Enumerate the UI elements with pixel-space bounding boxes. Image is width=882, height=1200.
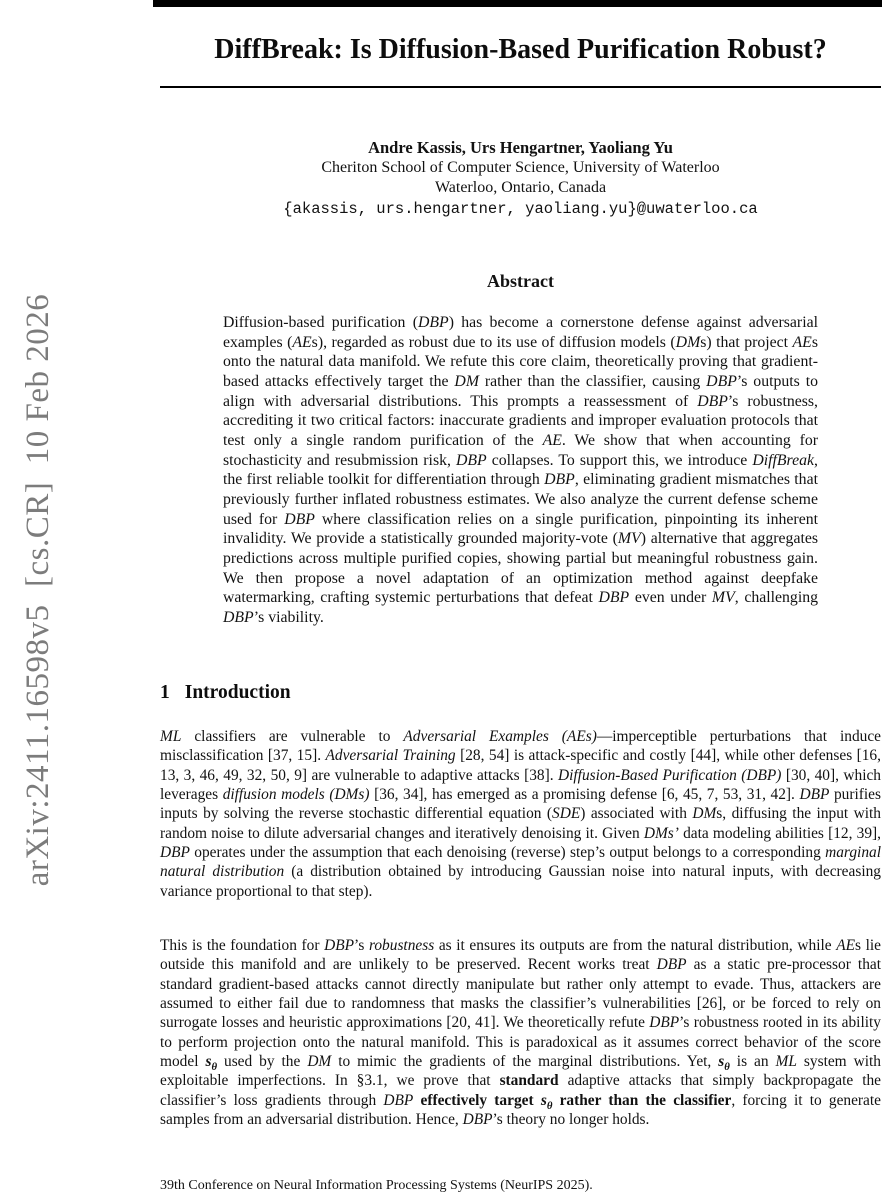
affiliation-line-1: Cheriton School of Computer Science, University of Waterloo: [321, 159, 720, 176]
intro-paragraph-1: ML classifiers are vulnerable to Adversarial Examples (AEs)—imperceptible perturbations that induce misclassification [37, 15]. Adversarial Training [28, 54] is attack-specific and costly [44], while other defenses [16, 13, 3, 46, 49, 32, 50, 9] are vulnerable to adaptive attacks [38]. Diffusion-Based Purification (DBP) [30, 40], which leverages diffusion models (DMs) [36, 34], has emerged as a promising defense [6, 45, 7, 53, 31, 42]. DBP purifies inputs by solving the reverse stochastic differential equation (SDE) associated with DMs, diffusing the input with random noise to dilute adversarial changes and iteratively denoising it. Given DMs’ data modeling abilities [12, 39], DBP operates under the assumption that each denoising (reverse) step’s output belongs to a corresponding marginal natural distribution (a distribution obtained by introducing Gaussian noise into natural inputs, with decreasing variance proportional to that step).: [160, 728, 882, 900]
title-rule: [160, 86, 881, 88]
intro-paragraph-2: This is the foundation for DBP’s robustness as it ensures its outputs are from the natural distribution, while AEs lie outside this manifold and are unlikely to be preserved. Recent works treat DBP as a static pre-processor that standard gradient-based attacks cannot directly manipulate but rather only attempt to evade. Thus, attackers are assumed to either fail due to randomness that masks the classifier’s vulnerabilities [26], or be forced to rely on surrogate losses and heuristic approximations [20, 41]. We theoretically refute DBP’s robustness rooted in its ability to perform projection onto the natural manifold. This is paradoxical as it assumes correct behavior of the score model $s_\theta$ used by the DM to mimic the gradients of the marginal distributions. Yet, $s_\theta$ is an ML system with exploitable imperfections. In §3.1, we prove that standard adaptive attacks that simply backpropagate the classifier’s loss gradients through DBP effectively target $s_\theta$ rather than the classifier, forcing it to generate samples from an adversarial distribution. Hence, DBP’s theory no longer holds.: [160, 937, 881, 1129]
page-top-black-bar: [153, 0, 882, 7]
author-names: Andre Kassis, Urs Hengartner, Yaoliang Yu: [368, 138, 673, 157]
author-block: [160, 138, 881, 220]
arxiv-watermark: arXiv:2411.16598v5 [cs.CR] 10 Feb 2026: [20, 293, 56, 887]
section-title: Introduction: [184, 682, 291, 703]
abstract-heading: Abstract: [487, 271, 554, 291]
section-heading-introduction: [160, 681, 881, 705]
author-emails: {akassis, urs.hengartner, yaoliang.yu}@uwaterloo.ca: [283, 200, 758, 218]
paper-title: DiffBreak: Is Diffusion-Based Purification Robust?: [214, 34, 827, 65]
affiliation-line-2: Waterloo, Ontario, Canada: [434, 179, 607, 196]
abstract-text: Diffusion-based purification (DBP) has become a cornerstone defense against adversarial examples (AEs), regarded as robust due to its use of diffusion models (DMs) that project AEs onto the natural data manifold. We refute this core claim, theoretically proving that gradient-based attacks effectively target the DM rather than the classifier, causing DBP’s outputs to align with adversarial distributions. This prompts a reassessment of DBP’s robustness, accrediting it two critical factors: inaccurate gradients and improper evaluation protocols that test only a single random purification of the AE. We show that when accounting for stochasticity and resubmission risk, DBP collapses. To support this, we introduce DiffBreak, the first reliable toolkit for differentiation through DBP, eliminating gradient mismatches that previously further inflated robustness estimates. We also analyze the current defense scheme used for DBP where classification relies on a single purification, pinpointing its inherent invalidity. We provide a statistically grounded majority-vote (MV) alternative that aggregates predictions across multiple purified copies, showing partial but meaningful robustness gain. We then propose a novel adaptation of an optimization method against deepfake watermarking, crafting systemic perturbations that defeat DBP even under MV, challenging DBP’s viability.: [223, 314, 819, 626]
footer-conference-note: 39th Conference on Neural Information Processing Systems (NeurIPS 2025).: [160, 1178, 593, 1193]
section-number: 1: [160, 682, 170, 703]
